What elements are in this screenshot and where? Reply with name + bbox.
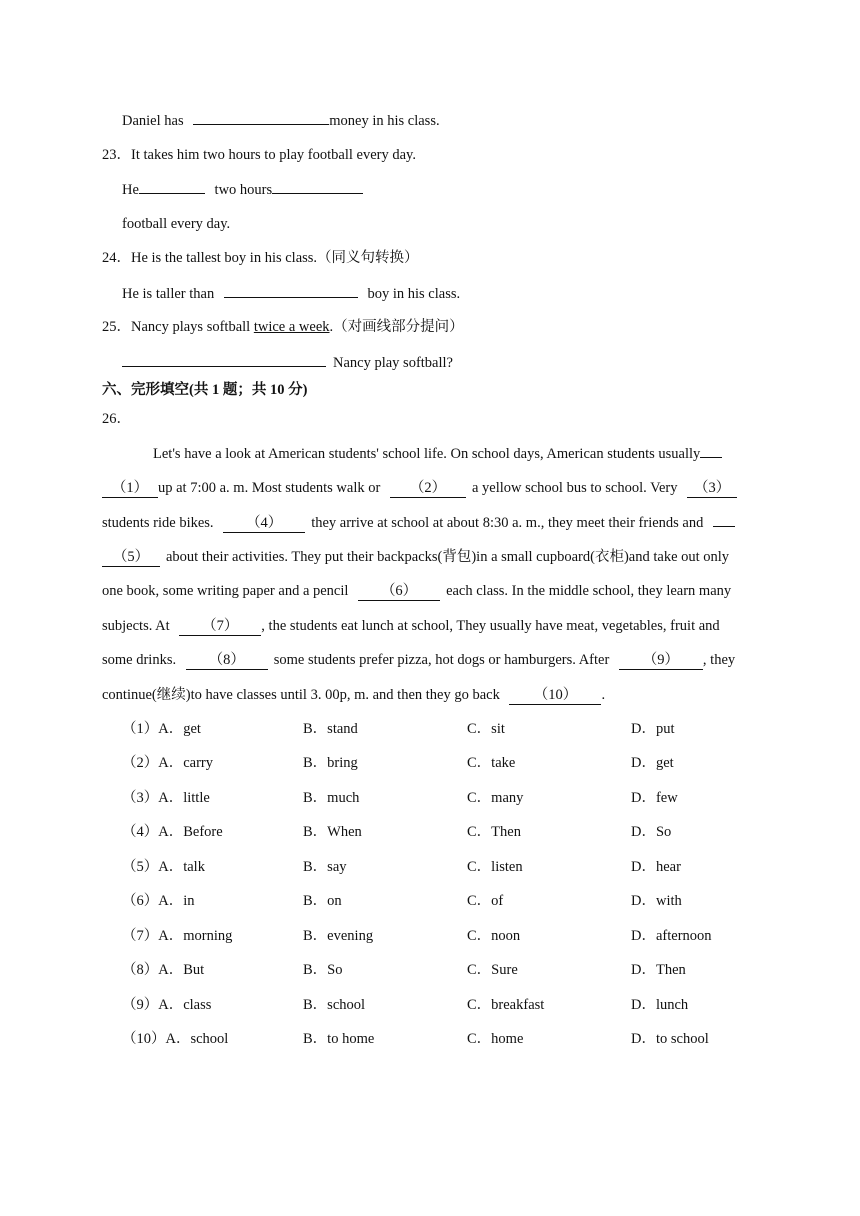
q23-football: football every day. [122, 216, 231, 232]
option-4-c[interactable]: C．Then [467, 824, 521, 840]
blank-6[interactable]: （6） [358, 582, 440, 601]
underlined-phrase: twice a week [253, 319, 330, 335]
option-3-c[interactable]: C．many [467, 790, 524, 806]
answer-blank[interactable] [193, 110, 329, 125]
option-5-d[interactable]: D．hear [631, 859, 681, 875]
question-number: 23． [102, 147, 131, 163]
passage-line-2 [102, 478, 737, 498]
passage-line-1 [153, 443, 722, 464]
option-2-b[interactable]: B．bring [303, 755, 358, 771]
passage-text: continue(继续)to have classes until 3. 00p, m. and then they go back [102, 687, 500, 703]
passage-line-8 [102, 685, 605, 705]
question-text-a: Nancy plays softball [131, 319, 254, 335]
question-number: 24． [102, 250, 131, 266]
option-6-a[interactable]: （6）A．in [122, 893, 195, 909]
option-10-d[interactable]: D．to school [631, 1031, 709, 1047]
question-text: He is the tallest boy in his class.（同义句转换） [131, 250, 419, 266]
question-26-number: 26． [102, 411, 131, 427]
passage-line-3 [102, 512, 735, 533]
q22-answer-line [122, 110, 440, 131]
answer-blank[interactable] [224, 283, 358, 298]
passage-line-7 [102, 650, 735, 670]
q23-answer-line-2 [122, 214, 230, 234]
option-8-a[interactable]: （8）A．But [122, 962, 205, 978]
passage-text: up at 7:00 a. m. Most students walk or [158, 480, 381, 496]
option-3-a[interactable]: （3）A．little [122, 790, 210, 806]
option-9-d[interactable]: D．lunch [631, 997, 689, 1013]
option-5-b[interactable]: B．say [303, 859, 347, 875]
option-6-d[interactable]: D．with [631, 893, 682, 909]
passage-text: a yellow school bus to school. Very [471, 480, 678, 496]
option-6-b[interactable]: B．on [303, 893, 342, 909]
blank-4[interactable]: （4） [223, 514, 305, 533]
option-7-c[interactable]: C．noon [467, 928, 521, 944]
passage-text: one book, some writing paper and a pencil [102, 583, 349, 599]
q23-two-hours: two hours [214, 182, 273, 198]
option-7-d[interactable]: D．afternoon [631, 928, 712, 944]
q22-pre: Daniel has [122, 113, 184, 129]
q22-post: money in his class. [329, 113, 440, 129]
option-1-c[interactable]: C．sit [467, 721, 505, 737]
answer-blank[interactable] [700, 443, 722, 458]
option-1-b[interactable]: B．stand [303, 721, 358, 737]
blank-1[interactable]: （1） [102, 479, 158, 498]
option-3-d[interactable]: D．few [631, 790, 678, 806]
option-8-b[interactable]: B．So [303, 962, 343, 978]
question-23 [102, 145, 416, 165]
blank-10[interactable]: （10） [509, 686, 601, 705]
option-2-d[interactable]: D．get [631, 755, 674, 771]
question-text: It takes him two hours to play football every day. [131, 147, 416, 163]
passage-text: subjects. At [102, 618, 170, 634]
passage-text: , the students eat lunch at school, They usually have meat, vegetables, fruit and [261, 618, 720, 634]
q24-pre: He is taller than [122, 286, 215, 302]
passage-text: , they [702, 652, 736, 668]
answer-blank[interactable] [272, 179, 363, 194]
passage-line-5 [102, 581, 731, 601]
option-9-a[interactable]: （9）A．class [122, 997, 212, 1013]
option-10-c[interactable]: C．home [467, 1031, 524, 1047]
passage-line-4 [102, 547, 729, 567]
question-25 [102, 317, 464, 337]
blank-2[interactable]: （2） [390, 479, 466, 498]
passage-text: some drinks. [102, 652, 177, 668]
question-text-b: .（对画线部分提问） [329, 319, 464, 335]
passage-text: about their activities. They put their backpacks(背包)in a small cupboard(衣柜)and take out only [166, 549, 730, 565]
option-5-c[interactable]: C．listen [467, 859, 523, 875]
q24-answer-line [122, 283, 460, 304]
option-4-a[interactable]: （4）A．Before [122, 824, 223, 840]
blank-3[interactable]: （3） [687, 479, 737, 498]
option-7-a[interactable]: （7）A．morning [122, 928, 233, 944]
passage-text: . [601, 687, 606, 703]
option-5-a[interactable]: （5）A．talk [122, 859, 205, 875]
option-9-b[interactable]: B．school [303, 997, 366, 1013]
option-4-d[interactable]: D．So [631, 824, 672, 840]
passage-text: each class. In the middle school, they learn many [446, 583, 732, 599]
question-24 [102, 248, 419, 268]
section-title: 六、完形填空(共 1 题；共 10 分) [102, 382, 308, 398]
option-4-b[interactable]: B．When [303, 824, 362, 840]
option-10-b[interactable]: B．to home [303, 1031, 375, 1047]
q25-post: Nancy play softball? [333, 355, 453, 371]
q24-post: boy in his class. [367, 286, 461, 302]
passage-text: they arrive at school at about 8:30 a. m., they meet their friends and [311, 515, 704, 531]
passage-line-6 [102, 616, 720, 636]
blank-8[interactable]: （8） [186, 651, 268, 670]
option-9-c[interactable]: C．breakfast [467, 997, 545, 1013]
option-1-d[interactable]: D．put [631, 721, 675, 737]
q23-he: He [122, 182, 139, 198]
passage-text: some students prefer pizza, hot dogs or hamburgers. After [273, 652, 610, 668]
option-8-c[interactable]: C．Sure [467, 962, 518, 978]
blank-7[interactable]: （7） [179, 617, 261, 636]
blank-5[interactable]: （5） [102, 548, 160, 567]
answer-blank[interactable] [139, 179, 205, 194]
option-2-c[interactable]: C．take [467, 755, 516, 771]
q23-answer-line-1 [122, 179, 363, 200]
answer-blank[interactable] [713, 512, 735, 527]
answer-blank[interactable] [122, 352, 326, 367]
question-number: 25． [102, 319, 131, 335]
option-8-d[interactable]: D．Then [631, 962, 686, 978]
option-10-a[interactable]: （10）A．school [122, 1031, 229, 1047]
option-7-b[interactable]: B．evening [303, 928, 374, 944]
blank-9[interactable]: （9） [619, 651, 703, 670]
passage-text: students ride bikes. [102, 515, 214, 531]
passage-text: Let's have a look at American students' school life. On school days, American students usually [153, 446, 701, 462]
q25-answer-line [122, 352, 453, 373]
option-6-c[interactable]: C．of [467, 893, 504, 909]
option-1-a[interactable]: （1）A．get [122, 721, 201, 737]
option-2-a[interactable]: （2）A．carry [122, 755, 213, 771]
option-3-b[interactable]: B．much [303, 790, 360, 806]
